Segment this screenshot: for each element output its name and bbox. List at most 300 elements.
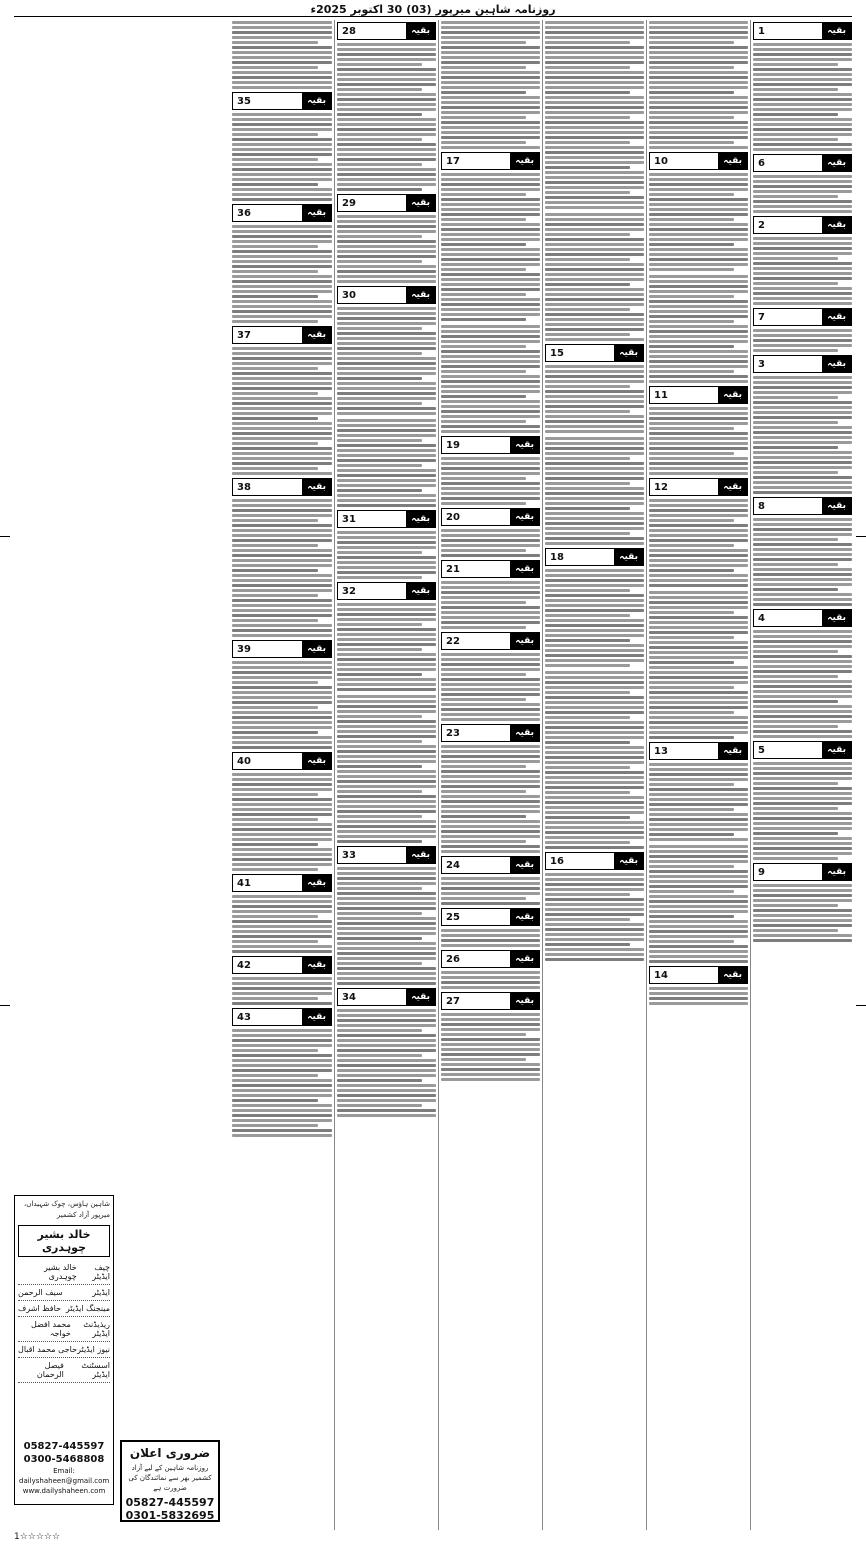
text-line bbox=[649, 452, 734, 455]
text-line bbox=[441, 1043, 540, 1046]
text-line bbox=[649, 574, 748, 577]
text-line bbox=[753, 568, 852, 571]
text-line bbox=[649, 808, 734, 811]
text-line bbox=[441, 668, 540, 671]
text-line bbox=[337, 967, 436, 970]
text-line bbox=[649, 925, 748, 928]
text-line bbox=[337, 608, 436, 611]
text-line bbox=[441, 193, 526, 196]
text-line bbox=[753, 339, 852, 342]
continued-number: 34 bbox=[342, 991, 356, 1003]
text-line bbox=[545, 771, 644, 774]
text-line bbox=[441, 877, 540, 880]
text-line bbox=[441, 1033, 526, 1036]
story-text bbox=[337, 306, 436, 415]
continued-number: 3 bbox=[758, 358, 765, 370]
text-line bbox=[545, 365, 644, 368]
text-line bbox=[441, 116, 526, 119]
text-line bbox=[441, 405, 540, 408]
text-line bbox=[545, 472, 644, 475]
text-line bbox=[232, 148, 332, 151]
text-line bbox=[337, 225, 436, 228]
text-line bbox=[337, 235, 422, 238]
text-line bbox=[545, 26, 644, 29]
text-line bbox=[337, 628, 436, 631]
text-line bbox=[545, 913, 644, 916]
story-text bbox=[441, 324, 540, 433]
text-line bbox=[753, 852, 852, 855]
text-line bbox=[232, 382, 332, 385]
text-line bbox=[545, 542, 644, 545]
text-line bbox=[545, 228, 644, 231]
text-line bbox=[337, 158, 436, 161]
text-line bbox=[649, 26, 748, 29]
text-line bbox=[649, 656, 748, 659]
text-line bbox=[753, 837, 852, 840]
text-line bbox=[545, 318, 644, 321]
text-line bbox=[441, 283, 540, 286]
text-line bbox=[232, 930, 332, 933]
text-line bbox=[649, 930, 748, 933]
text-line bbox=[649, 193, 734, 196]
story-text bbox=[337, 418, 436, 507]
story-block bbox=[232, 752, 332, 871]
text-line bbox=[232, 629, 332, 632]
text-line bbox=[232, 1002, 332, 1005]
text-line bbox=[232, 619, 318, 622]
text-line bbox=[649, 111, 748, 114]
text-line bbox=[649, 721, 748, 724]
text-line bbox=[337, 53, 436, 56]
continued-number: 24 bbox=[446, 859, 460, 871]
text-line bbox=[649, 855, 748, 858]
story-block bbox=[337, 988, 436, 1117]
text-line bbox=[649, 198, 748, 201]
text-line bbox=[441, 268, 526, 271]
text-line bbox=[337, 352, 422, 355]
text-line bbox=[545, 893, 630, 896]
story-text bbox=[232, 224, 332, 323]
text-line bbox=[753, 685, 852, 688]
text-line bbox=[545, 263, 644, 266]
text-line bbox=[232, 614, 332, 617]
text-line bbox=[649, 173, 748, 176]
text-line bbox=[649, 514, 748, 517]
news-columns bbox=[14, 20, 854, 1530]
text-line bbox=[649, 253, 748, 256]
text-line bbox=[337, 688, 436, 691]
text-line bbox=[337, 887, 422, 890]
text-line bbox=[753, 143, 852, 146]
text-line bbox=[441, 258, 540, 261]
continued-label: بقیہ bbox=[302, 875, 331, 891]
story-block bbox=[337, 286, 436, 415]
continued-label: بقیہ bbox=[614, 345, 643, 361]
staff-row bbox=[18, 1301, 110, 1317]
continued-label: بقیہ bbox=[510, 633, 539, 649]
text-line bbox=[232, 21, 332, 24]
text-line bbox=[545, 751, 644, 754]
staff-row bbox=[18, 1342, 110, 1358]
continued-tag bbox=[753, 308, 852, 326]
staff-name: محمد افضل خواجہ bbox=[30, 1320, 71, 1338]
text-line bbox=[649, 666, 748, 669]
masthead-rule bbox=[14, 16, 852, 17]
text-line bbox=[545, 736, 644, 739]
text-line bbox=[545, 614, 630, 617]
continued-tag bbox=[545, 852, 644, 870]
text-line bbox=[232, 858, 332, 861]
story-text bbox=[441, 876, 540, 905]
staff-title: چیف ایڈیٹر bbox=[92, 1263, 110, 1281]
text-line bbox=[753, 376, 852, 379]
text-line bbox=[649, 61, 748, 64]
text-line bbox=[337, 902, 436, 905]
text-line bbox=[337, 362, 436, 365]
text-line bbox=[753, 792, 852, 795]
text-line bbox=[337, 710, 436, 713]
text-line bbox=[441, 335, 540, 338]
story-block bbox=[545, 212, 644, 341]
text-line bbox=[545, 268, 644, 271]
text-line bbox=[753, 787, 852, 790]
text-line bbox=[649, 838, 748, 841]
text-line bbox=[232, 305, 332, 308]
continued-number: 26 bbox=[446, 953, 460, 965]
text-line bbox=[545, 579, 644, 582]
text-line bbox=[753, 436, 852, 439]
text-line bbox=[232, 230, 332, 233]
text-line bbox=[441, 340, 540, 343]
text-line bbox=[545, 691, 630, 694]
story-text bbox=[545, 670, 644, 849]
text-line bbox=[545, 126, 644, 129]
text-line bbox=[753, 533, 852, 536]
text-line bbox=[753, 558, 852, 561]
text-line bbox=[649, 529, 748, 532]
text-line bbox=[753, 690, 852, 693]
text-line bbox=[753, 63, 838, 66]
story-block bbox=[232, 92, 332, 201]
text-line bbox=[545, 41, 630, 44]
text-line bbox=[649, 183, 748, 186]
text-line bbox=[337, 795, 436, 798]
text-line bbox=[337, 1114, 436, 1117]
paper-name: روزنامہ شاہین میرپور bbox=[435, 2, 556, 16]
text-line bbox=[753, 113, 838, 116]
text-line bbox=[441, 944, 540, 947]
text-line bbox=[545, 624, 644, 627]
text-line bbox=[545, 390, 644, 393]
text-line bbox=[545, 619, 644, 622]
founder-name: خالد بشیر چوہدری bbox=[18, 1225, 110, 1257]
text-line bbox=[337, 1074, 436, 1077]
text-line bbox=[441, 91, 526, 94]
imprint-box bbox=[14, 1195, 114, 1505]
text-line bbox=[232, 1129, 332, 1132]
text-line bbox=[232, 681, 318, 684]
text-line bbox=[441, 308, 540, 311]
text-line bbox=[753, 103, 852, 106]
text-line bbox=[545, 333, 630, 336]
text-line bbox=[753, 88, 838, 91]
text-line bbox=[337, 83, 436, 86]
text-line bbox=[441, 698, 526, 701]
text-line bbox=[753, 832, 838, 835]
text-line bbox=[441, 96, 540, 99]
continued-tag bbox=[753, 22, 852, 40]
story-text bbox=[232, 976, 332, 1005]
story-block bbox=[441, 324, 540, 433]
text-line bbox=[232, 270, 318, 273]
text-line bbox=[545, 101, 644, 104]
text-line bbox=[545, 903, 644, 906]
text-line bbox=[441, 718, 540, 721]
text-line bbox=[232, 534, 332, 537]
continued-label: بقیہ bbox=[510, 909, 539, 925]
text-line bbox=[441, 415, 540, 418]
story-block bbox=[649, 478, 748, 587]
text-line bbox=[753, 827, 852, 830]
text-line bbox=[649, 305, 748, 308]
text-line bbox=[232, 843, 318, 846]
text-line bbox=[441, 825, 540, 828]
text-line bbox=[649, 46, 748, 49]
text-line bbox=[441, 683, 540, 686]
story-text bbox=[649, 274, 748, 383]
text-line bbox=[232, 726, 332, 729]
text-line bbox=[441, 554, 540, 557]
story-text bbox=[232, 498, 332, 637]
text-line bbox=[337, 957, 436, 960]
text-line bbox=[441, 902, 540, 905]
text-line bbox=[441, 370, 526, 373]
text-line bbox=[545, 948, 644, 951]
text-line bbox=[337, 1099, 436, 1102]
continued-label: بقیہ bbox=[406, 989, 435, 1005]
text-line bbox=[232, 290, 332, 293]
story-block bbox=[441, 20, 540, 149]
text-line bbox=[545, 283, 630, 286]
continued-number: 15 bbox=[550, 347, 564, 359]
continued-label: بقیہ bbox=[822, 610, 851, 626]
continued-label: بقیہ bbox=[822, 155, 851, 171]
text-line bbox=[545, 293, 644, 296]
text-line bbox=[545, 569, 644, 572]
text-line bbox=[545, 731, 644, 734]
continued-tag bbox=[232, 204, 332, 222]
text-line bbox=[337, 1109, 436, 1112]
staff-title: نیوز ایڈیٹر bbox=[77, 1345, 110, 1354]
text-line bbox=[649, 579, 748, 582]
text-line bbox=[753, 491, 852, 494]
text-line bbox=[649, 885, 748, 888]
text-line bbox=[545, 56, 644, 59]
text-line bbox=[753, 528, 852, 531]
text-line bbox=[545, 908, 644, 911]
text-line bbox=[232, 895, 332, 898]
text-line bbox=[337, 1094, 436, 1097]
text-line bbox=[441, 1013, 540, 1016]
text-line bbox=[337, 571, 436, 574]
continued-number: 12 bbox=[654, 481, 668, 493]
text-line bbox=[232, 46, 332, 49]
text-line bbox=[545, 437, 644, 440]
text-line bbox=[232, 372, 332, 375]
text-line bbox=[337, 735, 436, 738]
text-line bbox=[753, 252, 852, 255]
text-line bbox=[232, 915, 318, 918]
story-text bbox=[649, 986, 748, 1005]
text-line bbox=[649, 621, 748, 624]
text-line bbox=[337, 1089, 436, 1092]
continued-label: بقیہ bbox=[302, 205, 331, 221]
story-text bbox=[337, 530, 436, 579]
text-line bbox=[232, 716, 332, 719]
text-line bbox=[441, 188, 540, 191]
text-line bbox=[441, 1073, 540, 1076]
text-line bbox=[232, 315, 332, 318]
text-line bbox=[232, 183, 318, 186]
story-text bbox=[649, 20, 748, 149]
text-line bbox=[337, 952, 436, 955]
text-line bbox=[441, 36, 540, 39]
text-line bbox=[337, 48, 436, 51]
text-line bbox=[545, 223, 644, 226]
text-line bbox=[545, 604, 644, 607]
text-line bbox=[649, 258, 748, 261]
text-line bbox=[545, 415, 644, 418]
text-line bbox=[545, 31, 644, 34]
text-line bbox=[753, 200, 852, 203]
text-line bbox=[649, 631, 748, 634]
text-line bbox=[337, 113, 422, 116]
text-line bbox=[232, 803, 332, 806]
text-line bbox=[649, 681, 748, 684]
continued-label: بقیہ bbox=[718, 479, 747, 495]
text-line bbox=[337, 566, 436, 569]
text-line bbox=[649, 36, 748, 39]
text-line bbox=[232, 1044, 332, 1047]
text-line bbox=[649, 228, 748, 231]
text-line bbox=[649, 880, 748, 883]
text-line bbox=[232, 56, 332, 59]
text-line bbox=[232, 377, 332, 380]
text-line bbox=[545, 497, 644, 500]
text-line bbox=[649, 233, 748, 236]
text-line bbox=[441, 218, 526, 221]
text-line bbox=[753, 471, 838, 474]
text-line bbox=[337, 1044, 436, 1047]
text-line bbox=[441, 934, 540, 937]
text-line bbox=[649, 519, 734, 522]
text-line bbox=[441, 208, 540, 211]
story-text bbox=[337, 1008, 436, 1117]
text-line bbox=[441, 410, 540, 413]
text-line bbox=[337, 407, 436, 410]
text-line bbox=[232, 1034, 332, 1037]
text-line bbox=[232, 422, 332, 425]
text-line bbox=[753, 416, 852, 419]
text-line bbox=[545, 888, 644, 891]
text-line bbox=[441, 887, 540, 890]
text-line bbox=[232, 397, 332, 400]
text-line bbox=[232, 579, 332, 582]
text-line bbox=[337, 178, 436, 181]
fold-mark-left-2 bbox=[0, 1005, 10, 1006]
text-line bbox=[649, 539, 748, 542]
text-line bbox=[545, 776, 644, 779]
text-line bbox=[545, 181, 644, 184]
text-line bbox=[545, 51, 644, 54]
text-line bbox=[649, 554, 748, 557]
continued-label: بقیہ bbox=[302, 479, 331, 495]
office-address: شاہین ہاؤس، چوک شہیداں، میرپور آزاد کشمیر bbox=[24, 1200, 110, 1219]
text-line bbox=[753, 237, 852, 240]
continued-number: 14 bbox=[654, 969, 668, 981]
text-line bbox=[545, 696, 644, 699]
text-line bbox=[441, 293, 526, 296]
text-line bbox=[441, 673, 526, 676]
text-line bbox=[441, 621, 540, 624]
story-block bbox=[649, 742, 748, 841]
text-line bbox=[649, 731, 748, 734]
text-line bbox=[649, 146, 748, 149]
text-line bbox=[545, 370, 644, 373]
text-line bbox=[337, 673, 422, 676]
text-line bbox=[337, 1104, 422, 1107]
text-line bbox=[753, 78, 852, 81]
text-line bbox=[649, 275, 748, 278]
news-column bbox=[750, 20, 854, 1530]
text-line bbox=[649, 865, 734, 868]
text-line bbox=[441, 365, 540, 368]
text-line bbox=[441, 616, 540, 619]
text-line bbox=[753, 939, 852, 942]
text-line bbox=[545, 278, 644, 281]
text-line bbox=[753, 548, 852, 551]
text-line bbox=[753, 899, 852, 902]
text-line bbox=[753, 123, 852, 126]
continued-number: 43 bbox=[237, 1011, 251, 1023]
text-line bbox=[649, 661, 734, 664]
text-line bbox=[232, 569, 318, 572]
text-line bbox=[545, 574, 644, 577]
continued-label: بقیہ bbox=[614, 549, 643, 565]
story-text bbox=[753, 328, 852, 352]
text-line bbox=[337, 740, 422, 743]
text-line bbox=[232, 462, 332, 465]
text-line bbox=[753, 543, 852, 546]
text-line bbox=[441, 713, 540, 716]
text-line bbox=[232, 437, 332, 440]
text-line bbox=[545, 462, 644, 465]
story-text bbox=[753, 174, 852, 213]
text-line bbox=[232, 746, 332, 749]
story-block bbox=[337, 194, 436, 283]
text-line bbox=[337, 877, 436, 880]
text-line bbox=[545, 213, 644, 216]
text-line bbox=[337, 270, 436, 273]
text-line bbox=[753, 538, 838, 541]
text-line bbox=[232, 711, 332, 714]
text-line bbox=[337, 765, 422, 768]
story-block bbox=[441, 508, 540, 557]
text-line bbox=[337, 424, 436, 427]
text-line bbox=[232, 574, 332, 577]
text-line bbox=[337, 93, 436, 96]
text-line bbox=[753, 924, 852, 927]
